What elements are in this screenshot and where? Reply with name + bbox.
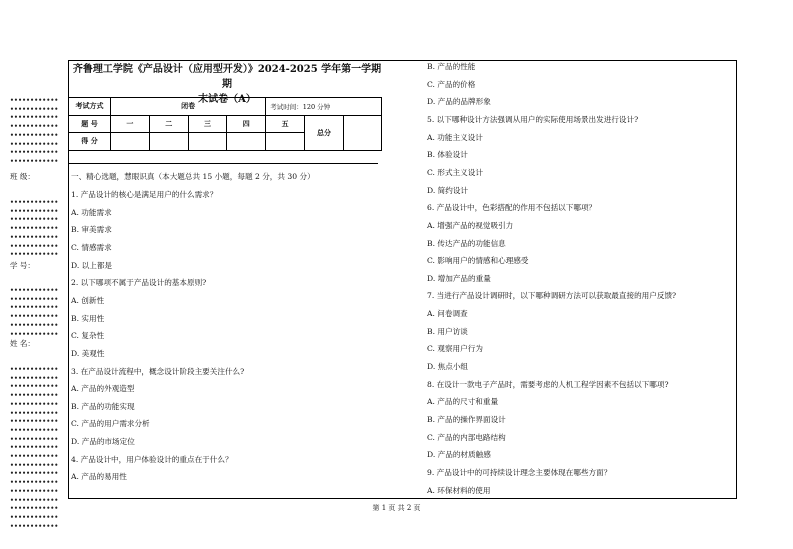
question-stem: 5. 以下哪种设计方法强调从用户的实际使用场景出发进行设计? [427, 114, 639, 124]
question-stem: 8. 在设计一款电子产品时，需要考虑的人机工程学因素不包括以下哪项? [427, 379, 669, 389]
dot-row: •••••••••••• [10, 496, 59, 504]
dot-row: •••••••••••• [10, 435, 59, 443]
score-cell [266, 133, 305, 151]
total-score-cell [344, 115, 382, 150]
dot-row: •••••••••••• [10, 409, 59, 417]
score-table [68, 97, 382, 151]
answer-option: B. 传达产品的功能信息 [427, 238, 506, 248]
dot-row: •••••••••••• [10, 131, 59, 139]
dot-row: •••••••••••• [10, 251, 59, 259]
dot-row: •••••••••••• [10, 400, 59, 408]
binding-dots [10, 287, 58, 339]
answer-option: B. 实用性 [71, 313, 105, 323]
question-stem: 3. 在产品设计流程中，概念设计阶段主要关注什么? [71, 366, 245, 376]
binding-dots [10, 97, 58, 167]
dot-row: •••••••••••• [10, 157, 59, 165]
answer-option: D. 焦点小组 [427, 362, 469, 372]
title-line-1: 齐鲁理工学院《产品设计（应用型开发）》2024-2025 学年第一学期期 [72, 64, 382, 90]
answer-option: C. 产品的内部电路结构 [427, 432, 506, 442]
answer-option: A. 产品的尺寸和重量 [427, 397, 499, 407]
answer-option: D. 产品的市场定位 [71, 437, 135, 447]
dot-row: •••••••••••• [10, 149, 59, 157]
binding-dots [10, 199, 58, 260]
section-1: 一 [111, 115, 150, 133]
section-heading: 一、精心选题，慧眼识真（本大题总共 15 小题，每题 2 分，共 30 分） [71, 172, 315, 181]
answer-option: B. 用户访谈 [427, 326, 468, 336]
dot-row: •••••••••••• [10, 207, 59, 215]
answer-option: B. 体验设计 [427, 150, 468, 160]
dot-row: •••••••••••• [10, 374, 59, 382]
section-3: 三 [188, 115, 227, 133]
answer-option: B. 产品的性能 [427, 62, 476, 71]
dot-row: •••••••••••• [10, 114, 59, 122]
dot-row: •••••••••••• [10, 123, 59, 131]
class-label: 班 级： [10, 172, 35, 181]
answer-option: B. 产品的功能实现 [71, 401, 135, 411]
dot-row: •••••••••••• [10, 470, 59, 478]
answer-option: A. 功能需求 [71, 207, 112, 217]
answer-option: A. 增强产品的视觉吸引力 [427, 220, 514, 230]
exam-mode-label: 考试方式 [69, 98, 111, 116]
answer-option: D. 产品的材质触感 [427, 450, 491, 460]
dot-row: •••••••••••• [10, 479, 59, 487]
answer-option: C. 观察用户行为 [427, 344, 483, 354]
score-label: 得 分 [69, 133, 111, 151]
exam-mode: 闭卷 [111, 98, 266, 116]
question-stem: 6. 产品设计中，色彩搭配的作用不包括以下哪项？ [427, 203, 597, 213]
dot-row: •••••••••••• [10, 513, 59, 521]
dot-row: •••••••••••• [10, 287, 59, 294]
answer-option: A. 问卷调查 [427, 309, 468, 319]
question-no-label: 题 号 [69, 115, 111, 133]
answer-option: C. 形式主义设计 [427, 167, 483, 177]
dot-row: •••••••••••• [10, 444, 59, 452]
answer-option: A. 功能主义设计 [427, 132, 483, 142]
answer-option: A. 产品的外观造型 [71, 384, 135, 394]
score-cell [227, 133, 266, 151]
dot-row: •••••••••••• [10, 304, 59, 312]
score-cell [149, 133, 188, 151]
answer-option: A. 产品的易用性 [71, 472, 127, 482]
dot-row: •••••••••••• [10, 418, 59, 426]
dot-row: •••••••••••• [10, 225, 59, 233]
answer-option: D. 简约设计 [427, 185, 469, 195]
dot-row: •••••••••••• [10, 426, 59, 434]
answer-option: D. 美观性 [71, 348, 105, 358]
section-2: 二 [149, 115, 188, 133]
score-cell [111, 133, 150, 151]
dot-row: •••••••••••• [10, 321, 59, 329]
answer-option: A. 环保材料的使用 [427, 485, 491, 495]
dot-row: •••••••••••• [10, 392, 59, 400]
dot-row: •••••••••••• [10, 522, 59, 530]
dot-row: •••••••••••• [10, 366, 59, 373]
dot-row: •••••••••••• [10, 453, 59, 461]
dot-row: •••••••••••• [10, 487, 59, 495]
page-footer: 第 1 页 共 2 页 [372, 504, 421, 512]
section-4: 四 [227, 115, 266, 133]
dot-row: •••••••••••• [10, 313, 59, 321]
answer-option: C. 产品的价格 [427, 79, 476, 89]
title-line-2: 末试卷（A） [198, 94, 256, 105]
dot-row: •••••••••••• [10, 140, 59, 148]
dot-row: •••••••••••• [10, 242, 59, 250]
question-stem: 4. 产品设计中，用户体验设计的重点在于什么？ [71, 454, 233, 464]
question-stem: 1. 产品设计的核心是满足用户的什么需求？ [71, 190, 218, 199]
answer-option: C. 影响用户的情感和心理感受 [427, 256, 529, 266]
dot-row: •••••••••••• [10, 97, 59, 104]
divider [68, 163, 378, 164]
total-label: 总分 [305, 115, 344, 150]
question-stem: 9. 产品设计中的可持续设计理念主要体现在哪些方面？ [427, 467, 612, 477]
answer-option: D. 增加产品的重量 [427, 273, 491, 283]
name-label: 姓 名： [10, 339, 35, 348]
dot-row: •••••••••••• [10, 461, 59, 469]
answer-option: C. 情感需求 [71, 242, 112, 252]
dot-row: •••••••••••• [10, 105, 59, 113]
answer-option: D. 产品的品牌形象 [427, 97, 491, 107]
answer-option: C. 复杂性 [71, 331, 105, 341]
dot-row: •••••••••••• [10, 216, 59, 224]
answer-option: B. 审美需求 [71, 225, 112, 235]
question-stem: 7. 当进行产品设计调研时，以下哪种调研方法可以获取最直接的用户反馈? [427, 291, 677, 301]
dot-row: •••••••••••• [10, 383, 59, 391]
dot-row: •••••••••••• [10, 330, 59, 338]
dot-row: •••••••••••• [10, 505, 59, 513]
answer-option: D. 以上都是 [71, 260, 113, 270]
dot-row: •••••••••••• [10, 295, 59, 303]
score-cell [188, 133, 227, 151]
exam-time: 考试时间：120 分钟 [266, 98, 382, 116]
dot-row: •••••••••••• [10, 199, 59, 206]
section-5: 五 [266, 115, 305, 133]
question-stem: 2. 以下哪项不属于产品设计的基本原则? [71, 278, 207, 288]
answer-option: B. 产品的操作界面设计 [427, 415, 506, 424]
answer-option: A. 创新性 [71, 295, 105, 305]
student-id-label: 学 号： [10, 261, 35, 270]
answer-option: C. 产品的用户需求分析 [71, 419, 150, 429]
dot-row: •••••••••••• [10, 233, 59, 241]
